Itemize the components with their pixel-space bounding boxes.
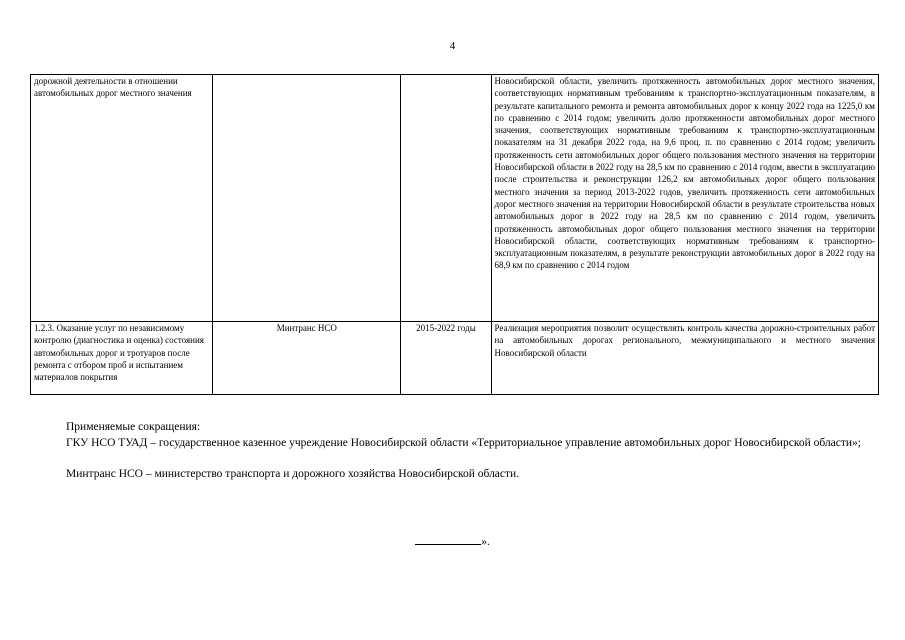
executor-cell: Минтранс НСО [213,322,401,395]
period-cell: 2015-2022 годы [401,322,491,395]
result-cell: Реализация мероприятия позволит осуществлять контроль качества дорожно-строительных работ на автомобильных дорогах регионального, межмуниципального и местного значения Новосибирской области [491,322,878,395]
closing-quote: ». [481,536,490,548]
table-row [31,322,879,395]
closing-mark [0,534,905,548]
result-cell: Новосибирской области, увеличить протяженность автомобильных дорог местного значения, соответствующих нормативным требованиям к транспортно-эксплуатационным показателям, в результате капитального ремонта и ремонта автомобильных дорог к концу 2022 года на 1225,0 км по сравнению с 2014 годом; увеличить долю протяженности автомобильных дорог местного значения, соответствующих нормативным требованиям к транспортно-эксплуатационным показателям на 31 декабря 2022 года, на 9,6 проц. п. по сравнению с 2014 годом; увеличить протяженность сети автомобильных дорог общего пользования местного значения на территории Новосибирской области в 2022 году на 28,5 км по сравнению с 2014 годом, ввести в эксплуатацию после строительства и реконструкции 126,2 км автомобильных дорог общего пользования местного значения за период 2013-2022 годов, увеличить протяженность сети автомобильных дорог местного значения на территории Новосибирской области в результате строительства новых автомобильных дорог в 2022 году на 28,5 км по сравнению с 2014 годом, увеличить протяженность автомобильных дорог общего пользования местного значения на территории Новосибирской области, соответствующих нормативным требованиям к транспортно-эксплуатационным показателям, в результате реконструкции автомобильных дорог в 2022 году на 68,9 км по сравнению с 2014 годом [491,75,878,322]
table-row [31,75,879,322]
executor-cell [213,75,401,322]
signature-line [415,534,481,545]
page-number: 4 [449,40,456,52]
abbreviations-title: Применяемые сокращения: [66,421,201,433]
measure-cell: 1.2.3. Оказание услуг по независимому контролю (диагностика и оценка) состояния автомобильных дорог и тротуаров после ремонта с отбором проб и испытанием материалов покрытия [31,322,213,395]
measures-table [30,74,879,395]
abbreviation-item: ГКУ НСО ТУАД – государственное казенное учреждение Новосибирской области «Территориальное управление автомобильных дорог Новосибирской области»; [66,437,861,449]
measure-cell: дорожной деятельности в отношении автомобильных дорог местного значения [31,75,213,322]
abbreviation-item: Минтранс НСО – министерство транспорта и дорожного хозяйства Новосибирской области. [66,468,520,480]
period-cell [401,75,491,322]
